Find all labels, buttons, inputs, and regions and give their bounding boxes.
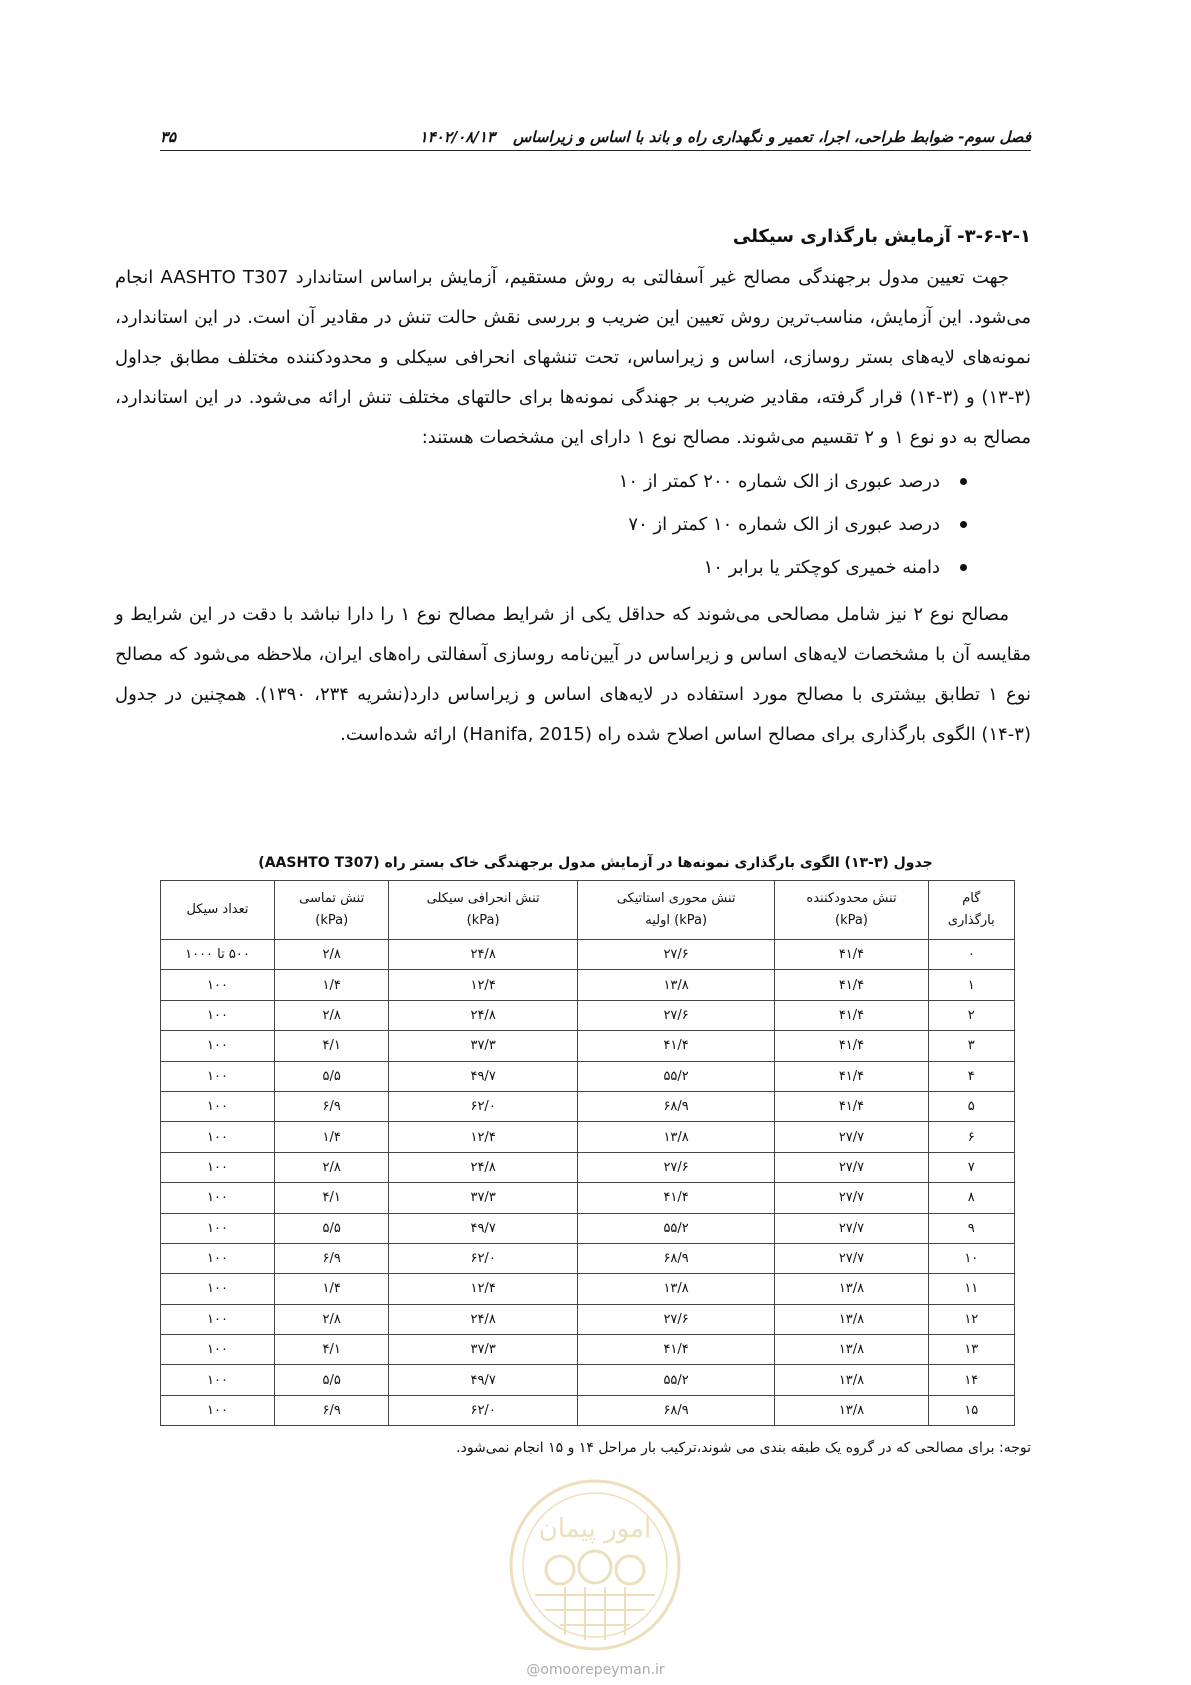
table-cell: ۲/۸ [274, 1304, 388, 1334]
table-note: توجه: برای مصالحی که در گروه یک طبقه بندی می شوند،ترکیب بار مراحل ۱۴ و ۱۵ انجام نمی‌شود. [456, 1440, 1031, 1456]
table-row [161, 1365, 1015, 1395]
table-cell: ۱۰۰ [161, 1183, 275, 1213]
table-cell: ۱۳/۸ [775, 1304, 928, 1334]
header-chapter: فصل سوم- ضوابط طراحی، اجرا، تعمیر و نگهداری راه و باند با اساس و زیراساس [512, 128, 1031, 146]
table-cell: ۱۰۰ [161, 1152, 275, 1182]
paragraph-1: جهت تعیین مدول برجهندگی مصالح غیر آسفالتی به روش مستقیم، آزمایش براساس استاندارد AASHTO T307 انجام می‌شود. این آزمایش، مناسب‌ترین روش تعیین این ضریب و بررسی نقش حالت تنش در مقادیر آن است. در این استاندارد، نمونه‌های لایه‌های بستر روسازی، اساس و زیراساس، تحت تنشهای انحرافی سیکلی و محدودکننده مختلف مطابق جداول (۳-۱۳) و (۳-۱۴) قرار گرفته، مقادیر ضریب بر جهندگی نمونه‌ها برای حالتهای مختلف تنش ارائه می‌شود. در این استاندارد، مصالح به دو نوع ۱ و ۲ تقسیم می‌شوند. مصالح نوع ۱ دارای این مشخصات هستند: [115, 267, 1032, 448]
table-cell: ۰ [928, 940, 1014, 970]
table-row [161, 970, 1015, 1000]
table-cell: ۲/۸ [274, 940, 388, 970]
table-cell: ۳۷/۳ [389, 1183, 577, 1213]
table-cell: ۵۵/۲ [577, 1061, 775, 1091]
table-cell: ۱۰۰ [161, 1304, 275, 1334]
table-cell: ۶ [928, 1122, 1014, 1152]
table-cell: ۱۲ [928, 1304, 1014, 1334]
table-row [161, 1213, 1015, 1243]
table-cell: ۶۲/۰ [389, 1091, 577, 1121]
table-row [161, 940, 1015, 970]
table-cell: ۲۴/۸ [389, 1152, 577, 1182]
table-cell: ۲۷/۷ [775, 1243, 928, 1273]
table-cell: ۴۱/۴ [775, 1000, 928, 1030]
table-row [161, 1152, 1015, 1182]
table-cell: ۱۲/۴ [389, 1274, 577, 1304]
table-cell: ۴/۱ [274, 1031, 388, 1061]
table-cell: ۲۷/۷ [775, 1183, 928, 1213]
loading-pattern-table [160, 880, 1015, 1426]
table-row [161, 1031, 1015, 1061]
table-cell: ۵/۵ [274, 1213, 388, 1243]
table-cell: ۱۳/۸ [577, 1122, 775, 1152]
table-cell: ۴۱/۴ [775, 940, 928, 970]
table-cell: ۶/۹ [274, 1395, 388, 1425]
table-row [161, 1243, 1015, 1273]
table-cell: ۲۷/۷ [775, 1213, 928, 1243]
section-heading: ۳-۶-۲-۱- آزمایش بارگذاری سیکلی [732, 226, 1031, 247]
table-cell: ۵ [928, 1091, 1014, 1121]
table-cell: ۵/۵ [274, 1061, 388, 1091]
table-cell: ۱۰۰ [161, 1365, 275, 1395]
bullet-item: درصد عبوری از الک شماره ۲۰۰ کمتر از ۱۰ [115, 460, 967, 503]
header-static-axial-stress: تنش محوری استاتیکی (kPa) اولیه [577, 881, 775, 940]
header-confining-stress: تنش محدودکننده (kPa) [775, 881, 928, 940]
running-header [160, 128, 1031, 151]
table-cell: ۱۳ [928, 1335, 1014, 1365]
table-cell: ۲۷/۶ [577, 1000, 775, 1030]
table-row [161, 1395, 1015, 1425]
header-contact-stress: تنش تماسی (kPa) [274, 881, 388, 940]
table-cell: ۳۷/۳ [389, 1335, 577, 1365]
table-cell: ۱۲/۴ [389, 1122, 577, 1152]
table-cell: ۵۵/۲ [577, 1365, 775, 1395]
table-cell: ۱۰۰ [161, 1213, 275, 1243]
table-cell: ۱۱ [928, 1274, 1014, 1304]
table-cell: ۶/۹ [274, 1091, 388, 1121]
table-cell: ۶/۹ [274, 1243, 388, 1273]
table-cell: ۳ [928, 1031, 1014, 1061]
table-caption: جدول (۳-۱۳) الگوی بارگذاری نمونه‌ها در آزمایش مدول برجهندگی خاک بستر راه (AASHTO T307) [258, 855, 933, 871]
table-cell: ۴/۱ [274, 1335, 388, 1365]
table-cell: ۶۲/۰ [389, 1395, 577, 1425]
table-row [161, 1335, 1015, 1365]
bullet-list [115, 460, 1031, 589]
watermark-site: @omoorepeyman.ir [526, 1662, 665, 1678]
table-cell: ۷ [928, 1152, 1014, 1182]
header-cyclic-deviator-stress: تنش انحرافی سیکلی (kPa) [389, 881, 577, 940]
header-date: ۱۴۰۲/۰۸/۱۳ [419, 128, 495, 146]
table-cell: ۶۸/۹ [577, 1395, 775, 1425]
table-cell: ۱۲/۴ [389, 970, 577, 1000]
table-cell: ۲۷/۶ [577, 1152, 775, 1182]
table-cell: ۱۰۰ [161, 1395, 275, 1425]
header-title-group [420, 128, 1031, 146]
paragraph-2: مصالح نوع ۲ نیز شامل مصالحی می‌شوند که حداقل یکی از شرایط مصالح نوع ۱ را دارا نباشد با دقت در این شرایط و مقایسه آن با مشخصات لایه‌های اساس و زیراساس در آیین‌نامه روسازی آسفالتی راه‌های ایران، ملاحظه می‌شود که مصالح نوع ۱ تطابق بیشتری با مصالح مورد استفاده در لایه‌های اساس و زیراساس دارد(نشریه ۲۳۴، ۱۳۹۰). همچنین در جدول (۳-۱۴) الگوی بارگذاری برای مصالح اساس اصلاح شده راه (Hanifa, 2015) ارائه شده‌است. [115, 604, 1032, 745]
table-cell: ۲ [928, 1000, 1014, 1030]
table-cell: ۲/۸ [274, 1152, 388, 1182]
table-cell: ۲۷/۶ [577, 940, 775, 970]
watermark-logo-text: امور پیمان [538, 1514, 652, 1544]
table-cell: ۴۹/۷ [389, 1061, 577, 1091]
page-number: ۳۵ [160, 128, 177, 146]
body-text [115, 220, 1031, 755]
table-cell: ۱۳/۸ [577, 1274, 775, 1304]
table-row [161, 1061, 1015, 1091]
table-cell: ۹ [928, 1213, 1014, 1243]
table-cell: ۱/۴ [274, 1274, 388, 1304]
header-step: گام بارگذاری [928, 881, 1014, 940]
table-cell: ۴۱/۴ [577, 1183, 775, 1213]
table-row [161, 1091, 1015, 1121]
table-cell: ۶۲/۰ [389, 1243, 577, 1273]
table-cell: ۴ [928, 1061, 1014, 1091]
table-cell: ۱۳/۸ [775, 1335, 928, 1365]
table-cell: ۶۸/۹ [577, 1243, 775, 1273]
table-cell: ۱۰۰ [161, 1031, 275, 1061]
table-cell: ۸ [928, 1183, 1014, 1213]
table-cell: ۲۷/۶ [577, 1304, 775, 1334]
table-cell: ۴۱/۴ [775, 1061, 928, 1091]
table-cell: ۲۴/۸ [389, 1304, 577, 1334]
table-cell: ۱۰۰ [161, 1000, 275, 1030]
watermark-logo [505, 1475, 685, 1655]
table-cell: ۴۱/۴ [775, 1031, 928, 1061]
table-cell: ۱۰۰ [161, 1274, 275, 1304]
table-cell: ۴۱/۴ [775, 970, 928, 1000]
table-cell: ۱۰۰ [161, 1061, 275, 1091]
table-cell: ۱۰۰ [161, 1122, 275, 1152]
table-cell: ۱۰۰ [161, 970, 275, 1000]
table-cell: ۵/۵ [274, 1365, 388, 1395]
table-cell: ۴۱/۴ [577, 1335, 775, 1365]
table-cell: ۱۰۰ [161, 1091, 275, 1121]
table-cell: ۳۷/۳ [389, 1031, 577, 1061]
table-row [161, 1304, 1015, 1334]
table-cell: ۱۵ [928, 1395, 1014, 1425]
bullet-item: دامنه خمیری کوچکتر یا برابر ۱۰ [115, 546, 967, 589]
bullet-dot-icon [960, 521, 967, 528]
table-cell: ۵۰۰ تا ۱۰۰۰ [161, 940, 275, 970]
table-cell: ۱۰ [928, 1243, 1014, 1273]
table-cell: ۱ [928, 970, 1014, 1000]
table-row [161, 1122, 1015, 1152]
bullet-item: درصد عبوری از الک شماره ۱۰ کمتر از ۷۰ [115, 503, 967, 546]
table-cell: ۲/۸ [274, 1000, 388, 1030]
table-cell: ۱۳/۸ [775, 1274, 928, 1304]
table-cell: ۲۴/۸ [389, 1000, 577, 1030]
table-header-row [161, 881, 1015, 940]
table-cell: ۱۰۰ [161, 1243, 275, 1273]
table-cell: ۱/۴ [274, 1122, 388, 1152]
table-row [161, 1274, 1015, 1304]
table-cell: ۴۹/۷ [389, 1213, 577, 1243]
table-cell: ۱۳/۸ [577, 970, 775, 1000]
table-cell: ۱۰۰ [161, 1335, 275, 1365]
bullet-dot-icon [960, 478, 967, 485]
header-cycle-count: تعداد سیکل [161, 881, 275, 940]
table-cell: ۴۱/۴ [577, 1031, 775, 1061]
bullet-dot-icon [960, 564, 967, 571]
table-cell: ۶۸/۹ [577, 1091, 775, 1121]
table-row [161, 1183, 1015, 1213]
table-cell: ۴/۱ [274, 1183, 388, 1213]
table-cell: ۴۱/۴ [775, 1091, 928, 1121]
table-cell: ۱۴ [928, 1365, 1014, 1395]
table-row [161, 1000, 1015, 1030]
table-cell: ۱۳/۸ [775, 1365, 928, 1395]
table-cell: ۴۹/۷ [389, 1365, 577, 1395]
table-cell: ۲۷/۷ [775, 1152, 928, 1182]
table-body [161, 940, 1015, 1426]
table-cell: ۲۴/۸ [389, 940, 577, 970]
table-cell: ۵۵/۲ [577, 1213, 775, 1243]
table-cell: ۱/۴ [274, 970, 388, 1000]
table-cell: ۱۳/۸ [775, 1395, 928, 1425]
table-cell: ۲۷/۷ [775, 1122, 928, 1152]
